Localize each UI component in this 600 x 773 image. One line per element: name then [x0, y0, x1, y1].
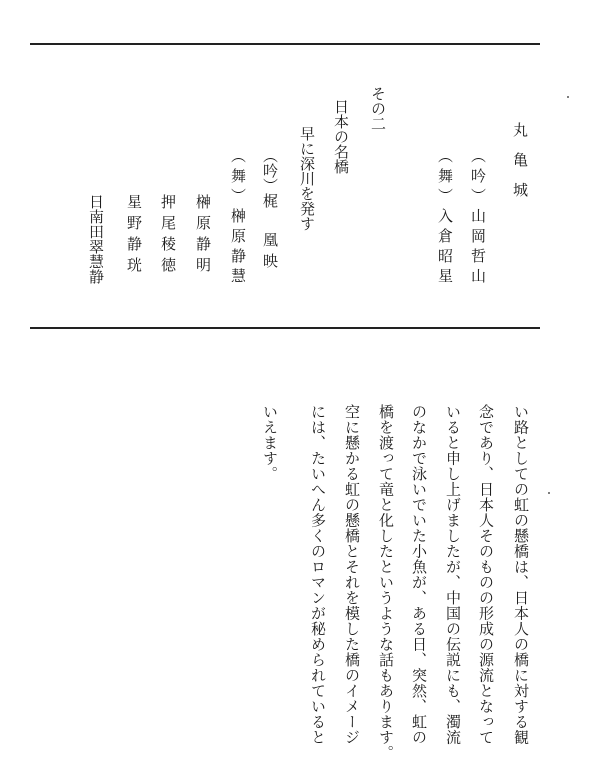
- program-title: 丸 亀 城: [511, 122, 529, 197]
- body-line-7: には、たいへん多くのロマンが秘められていると: [309, 404, 327, 745]
- performer-mai: （舞）入倉昭星: [436, 148, 454, 288]
- performer-mai-2: （舞）榊原静慧: [229, 148, 247, 288]
- poem-title: 早に深川を発す: [298, 126, 316, 231]
- body-line-5: 橋を渡って竜と化したというような話もあります。: [377, 404, 395, 761]
- performer-list-2: 押尾稜徳: [159, 194, 177, 278]
- body-line-6: 空に懸かる虹の懸橋とそれを模した橋のイメージ: [343, 404, 361, 745]
- performer-list-3: 星野静珖: [125, 194, 143, 278]
- body-line-1: い路としての虹の懸橋は、日本人の橋に対する観: [512, 404, 530, 745]
- speck-mark: [567, 96, 569, 98]
- performer-list-4: 日南田翠慧静: [87, 194, 105, 284]
- body-line-4: のなかで泳いでいた小魚が、ある日、突然、虹の: [410, 404, 428, 745]
- speck-mark: [548, 492, 550, 494]
- performer-gin-2-given: 凰映: [261, 232, 279, 274]
- body-line-3: いると申し上げましたが、中国の伝説にも、濁流: [444, 404, 462, 745]
- section-heading: その二: [369, 86, 387, 131]
- performer-gin-2-name: （吟）梶: [261, 148, 279, 208]
- performer-list-1: 榊原静明: [194, 194, 212, 278]
- body-line-8: いえます。: [261, 404, 279, 482]
- top-rule: [30, 43, 540, 45]
- section-subtitle: 日本の名橋: [332, 99, 350, 174]
- performer-gin: （吟）山岡哲山: [469, 148, 487, 288]
- body-line-2: 念であり、日本人そのものの形成の源流となって: [477, 404, 495, 745]
- middle-rule: [30, 327, 540, 329]
